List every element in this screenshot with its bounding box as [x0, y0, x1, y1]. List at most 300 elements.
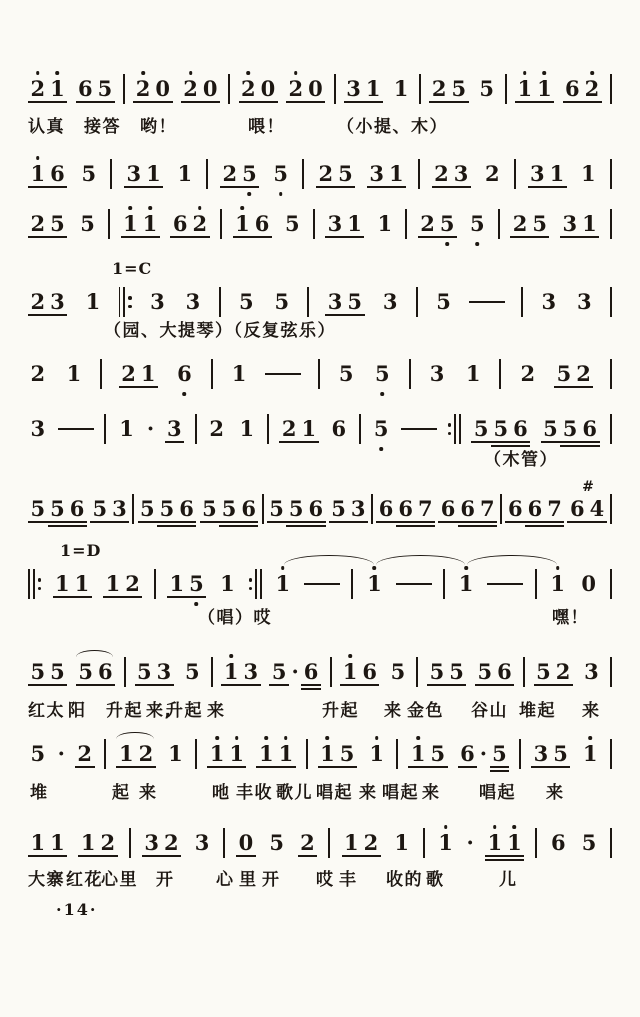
rhythm-underline [429, 101, 449, 103]
note-digit: 6 [96, 659, 116, 685]
lyric-text: 来 [422, 783, 441, 803]
note-group [76, 659, 115, 685]
rhythm-underline [582, 101, 602, 103]
rhythm-underline [72, 596, 92, 598]
repeat-barline [454, 414, 456, 444]
note-digit: 1 [138, 361, 158, 387]
repeat-dot [128, 296, 132, 300]
note-group [236, 830, 256, 856]
octave-dot-above [189, 71, 193, 75]
note-group [392, 830, 412, 856]
note-group [28, 76, 67, 102]
note-digit: 6 [306, 496, 326, 522]
rhythm-underline [478, 521, 498, 523]
note-group [28, 741, 48, 767]
note-digit: 6 [438, 496, 458, 522]
barline [318, 359, 320, 389]
note-digit: 3 [429, 361, 445, 386]
rhythm-underline [227, 766, 247, 768]
rhythm-underline [28, 684, 48, 686]
note-digit: 3 [584, 659, 599, 684]
barline [262, 494, 264, 524]
rhythm-underline [447, 684, 467, 686]
note-group [325, 289, 364, 315]
lyric-text: 唱起 [316, 783, 353, 803]
note-group [90, 496, 129, 522]
note-digit: 1 [116, 741, 136, 767]
barline [195, 414, 197, 444]
barline [219, 287, 221, 317]
note-group [485, 830, 524, 856]
note-group [458, 741, 510, 767]
aug-dot: · [57, 741, 65, 766]
octave-dot-above [588, 736, 592, 740]
note-group [318, 741, 357, 767]
barline [306, 739, 308, 769]
note-group [373, 361, 393, 387]
lyric-text: （木管） [484, 450, 558, 470]
lyric-text: 唱起 [479, 783, 516, 803]
rhythm-underline [135, 684, 155, 686]
note-digit: 2 [209, 416, 225, 441]
octave-dot-above [513, 825, 517, 829]
note-digit: 5 [219, 496, 239, 522]
note-digit: 6 [239, 496, 259, 522]
rhythm-underline [458, 521, 478, 523]
note-group [83, 289, 103, 315]
note-digit: 3 [451, 161, 471, 187]
note-digit: 6 [170, 211, 190, 237]
note-digit: 6 [175, 361, 195, 387]
rhythm-underline [329, 521, 349, 523]
note-digit: 5 [436, 289, 451, 314]
note-digit: 1 [345, 211, 365, 237]
note-digit: 5 [541, 416, 561, 442]
note-group [221, 659, 260, 685]
music-system [28, 259, 612, 357]
rhythm-underline [505, 859, 525, 861]
note-digit: 1 [220, 571, 235, 596]
rhythm-underline [567, 521, 587, 523]
note-group [391, 76, 411, 102]
rhythm-underline [124, 186, 144, 188]
note-digit: 3 [142, 830, 162, 856]
repeat-start-sign [28, 569, 41, 599]
lyric-text: 认真 [28, 117, 65, 137]
barline [228, 74, 230, 104]
note-group [510, 211, 549, 237]
note-group [336, 361, 356, 387]
rhythm-underline [48, 525, 68, 527]
rhythm-underline [190, 236, 210, 238]
note-group [534, 659, 573, 685]
rhythm-underline [48, 236, 68, 238]
note-digit: 1 [408, 741, 428, 767]
note-digit: 5 [135, 659, 155, 685]
rhythm-underline [340, 684, 360, 686]
barline [416, 657, 418, 687]
rhythm-underline [48, 101, 68, 103]
notation-line [28, 207, 612, 241]
note-digit: 1 [66, 361, 82, 386]
note-digit: 1 [377, 211, 393, 236]
note-digit: 6 [505, 496, 525, 522]
octave-dot-above [198, 206, 202, 210]
rhythm-underline [485, 859, 505, 861]
note-group [438, 496, 497, 522]
note-digit: 5 [427, 659, 447, 685]
lyric-text: 来 [582, 701, 601, 721]
rhythm-underline [136, 766, 156, 768]
note-digit: 1 [367, 741, 387, 767]
lyric-text: 堆 [30, 783, 49, 803]
note-digit: 1 [48, 830, 68, 856]
repeat-dot [448, 423, 452, 427]
barline [267, 414, 269, 444]
note-digit: 3 [124, 161, 144, 187]
note-group [175, 161, 195, 187]
note-digit: 5 [471, 416, 491, 442]
note-digit: 3 [150, 289, 165, 314]
rhythm-underline [269, 684, 289, 686]
repeat-barline [260, 569, 262, 599]
repeat-barline [33, 569, 35, 599]
note-group [515, 76, 554, 102]
note-group [579, 161, 599, 187]
note-digit: 1 [28, 161, 48, 187]
note-digit: 5 [271, 161, 291, 187]
note-digit: 3 [382, 289, 398, 314]
note-digit: 2 [220, 161, 240, 187]
rhythm-underline [449, 101, 469, 103]
note-digit: 1 [365, 571, 385, 597]
rhythm-underline [337, 766, 357, 768]
barline [610, 657, 612, 687]
rest-digit: 0 [581, 571, 596, 596]
note-digit: 2 [361, 830, 381, 856]
rhythm-underline [286, 525, 306, 527]
repeat-dots [249, 578, 253, 590]
note-digit: 5 [238, 289, 254, 314]
lyric-text: 来 [139, 783, 158, 803]
note-digit: 5 [95, 76, 115, 102]
lyric-text: 丰 [339, 870, 358, 890]
note-group [28, 830, 67, 856]
rhythm-underline [142, 855, 162, 857]
barline [423, 828, 425, 858]
note-digit: 1 [318, 741, 338, 767]
rhythm-underline [267, 521, 287, 523]
rhythm-underline [299, 441, 319, 443]
note-digit: 1 [103, 571, 123, 597]
note-digit: 6 [580, 416, 600, 442]
note-digit: 1 [168, 741, 183, 766]
rhythm-underline [541, 441, 561, 443]
octave-dot-above [416, 736, 420, 740]
note-group [181, 76, 220, 102]
note-digit: 5 [284, 211, 300, 236]
note-digit: 5 [269, 659, 289, 685]
extension-dash [58, 428, 94, 430]
rhythm-underline [438, 521, 458, 523]
octave-dot-above [294, 71, 298, 75]
repeat-dots [38, 578, 42, 590]
rhythm-underline [361, 855, 381, 857]
note-digit: 2 [28, 76, 48, 102]
note-digit: 2 [553, 659, 573, 685]
note-group [78, 830, 117, 856]
note-digit: 1 [167, 571, 187, 597]
rhythm-underline [547, 186, 567, 188]
barline [359, 414, 361, 444]
lyric-text: （园、大提琴）（反复弦乐） [104, 321, 336, 341]
note-group [375, 211, 395, 237]
note-group [28, 161, 67, 187]
note-digit: 3 [154, 659, 174, 685]
rhythm-underline [286, 101, 306, 103]
note-digit: 6 [550, 830, 566, 855]
note-digit: 1 [581, 161, 596, 186]
octave-dot-above [444, 825, 448, 829]
extension-dash [396, 583, 432, 585]
rhythm-underline [580, 445, 600, 447]
rhythm-underline [515, 101, 535, 103]
note-group [580, 741, 600, 767]
lyric-text: 谷山 [471, 701, 508, 721]
octave-dot-above [373, 566, 377, 570]
note-group [119, 361, 158, 387]
music-system [28, 655, 612, 727]
rhythm-underline [348, 521, 368, 523]
octave-dot-above [215, 736, 219, 740]
note-group [475, 659, 514, 685]
rhythm-underline [48, 186, 68, 188]
lyric-text: 红花 [66, 870, 103, 890]
note-digit: 2 [520, 361, 536, 386]
rhythm-underline [427, 684, 447, 686]
note-digit: 1 [580, 741, 600, 767]
notation-line [28, 412, 612, 446]
barline [313, 209, 315, 239]
note-digit: 1 [239, 416, 255, 441]
barline [154, 569, 156, 599]
note-digit: 1 [485, 830, 505, 856]
note-group [579, 830, 599, 856]
rhythm-underline [219, 525, 239, 527]
note-group [282, 211, 302, 237]
notation-line [28, 826, 612, 860]
barline [100, 359, 102, 389]
lyric-text: 开 [156, 870, 175, 890]
slur-arc [116, 732, 153, 739]
rhythm-underline [239, 525, 259, 527]
note-digit: 5 [551, 741, 571, 767]
note-digit: 1 [547, 161, 567, 187]
octave-dot-above [284, 736, 288, 740]
rhythm-underline [121, 236, 141, 238]
barline [418, 159, 420, 189]
rhythm-underline [505, 855, 525, 857]
note-digit: 1 [233, 211, 253, 237]
rhythm-underline [534, 684, 554, 686]
note-digit: 1 [119, 416, 134, 441]
note-digit: 1 [144, 161, 164, 187]
octave-dot-above [464, 566, 468, 570]
barline [104, 739, 106, 769]
barline [610, 569, 612, 599]
barline [405, 209, 407, 239]
note-digit: 1 [515, 76, 535, 102]
repeat-barline [459, 414, 461, 444]
rhythm-underline [28, 101, 48, 103]
lyric-text: 起 [112, 783, 131, 803]
rhythm-underline [110, 521, 130, 523]
note-digit: 5 [76, 659, 96, 685]
rhythm-underline [240, 186, 260, 188]
repeat-barline [28, 569, 30, 599]
rhythm-underline [396, 525, 416, 527]
note-group [548, 571, 568, 597]
rhythm-underline [574, 386, 594, 388]
rhythm-underline [76, 684, 96, 686]
extension-dash [469, 301, 505, 303]
note-digit: 5 [345, 289, 365, 315]
lyric-text: 来 [359, 783, 378, 803]
barline [334, 74, 336, 104]
note-group [563, 76, 602, 102]
rhythm-underline [505, 521, 525, 523]
rhythm-underline [495, 684, 515, 686]
repeat-dots [128, 296, 132, 308]
lyric-text: 心里 [101, 870, 138, 890]
rhythm-underline [553, 684, 573, 686]
barline [523, 657, 525, 687]
note-digit: 5 [560, 416, 580, 442]
barline [610, 359, 612, 389]
note-digit: 3 [541, 289, 557, 314]
note-group [239, 76, 278, 102]
rhythm-underline [28, 855, 48, 857]
rhythm-underline [560, 441, 580, 443]
note-digit: 1 [548, 571, 568, 597]
note-digit: 2 [429, 76, 449, 102]
note-digit: 2 [286, 76, 306, 102]
note-group [229, 361, 249, 387]
note-digit: 1 [465, 361, 481, 386]
note-group [518, 361, 538, 387]
note-group [388, 659, 408, 685]
barline [419, 74, 421, 104]
barline [110, 159, 112, 189]
octave-dot-below [445, 242, 449, 246]
note-group [427, 659, 466, 685]
note-group [367, 741, 387, 767]
lyric-text: 红太 [28, 701, 65, 721]
note-group [463, 361, 483, 387]
note-digit: 2 [28, 289, 48, 315]
note-digit: 6 [67, 496, 87, 522]
octave-dot-below [279, 192, 283, 196]
note-digit: 5 [200, 496, 220, 522]
note-group [271, 161, 291, 187]
rhythm-underline [471, 441, 491, 443]
note-group [298, 830, 318, 856]
rhythm-underline [563, 101, 583, 103]
rhythm-underline [451, 186, 471, 188]
barline [211, 359, 213, 389]
rhythm-underline [560, 445, 580, 447]
note-digit: 2 [119, 361, 139, 387]
rhythm-underline [301, 688, 321, 690]
barline [129, 828, 131, 858]
rest-digit: 0 [236, 830, 256, 856]
note-digit: 5 [373, 361, 393, 387]
note-digit: 2 [418, 211, 438, 237]
note-group [316, 161, 355, 187]
rhythm-underline [28, 521, 48, 523]
octave-dot-above [590, 71, 594, 75]
rhythm-underline [545, 521, 565, 523]
repeat-dot [38, 578, 42, 582]
rhythm-underline [306, 521, 326, 523]
rhythm-underline [511, 441, 531, 443]
note-digit: 1 [221, 659, 241, 685]
extension-dash [487, 583, 523, 585]
barline [123, 74, 125, 104]
note-digit: 5 [390, 659, 406, 684]
notation-line [28, 157, 612, 191]
note-group [28, 289, 67, 315]
note-group [135, 659, 174, 685]
barline [610, 739, 612, 769]
note-digit: 1 [177, 161, 193, 186]
rhythm-underline [138, 521, 158, 523]
rhythm-underline [48, 855, 68, 857]
rhythm-underline [525, 521, 545, 523]
note-group [560, 211, 599, 237]
note-digit: 2 [574, 361, 594, 387]
note-group [103, 571, 142, 597]
rhythm-underline [75, 766, 95, 768]
note-digit: 5 [336, 161, 356, 187]
octave-dot-above [281, 566, 285, 570]
note-digit: 6 [563, 76, 583, 102]
octave-dot-below [183, 392, 187, 396]
note-digit: 5 [490, 741, 510, 767]
note-digit: 2 [279, 416, 299, 442]
note-digit: 5 [90, 496, 110, 522]
note-group [477, 76, 497, 102]
lyric-text: 堆起 [519, 701, 556, 721]
note-group [365, 571, 385, 597]
lyric-text: 嘿！ [552, 608, 589, 628]
note-digit: 5 [240, 161, 260, 187]
rhythm-underline [256, 766, 276, 768]
note-digit: 6 [331, 416, 347, 441]
rhythm-underline [28, 236, 48, 238]
rhythm-underline [531, 766, 551, 768]
notation-line [28, 479, 612, 526]
note-digit: 3 [165, 416, 185, 442]
octave-dot-above [235, 736, 239, 740]
octave-dot-below [476, 242, 480, 246]
note-group [192, 830, 212, 856]
note-group [207, 741, 246, 767]
notation-line [28, 655, 612, 689]
barline [108, 209, 110, 239]
rhythm-underline [95, 101, 115, 103]
barline [302, 159, 304, 189]
